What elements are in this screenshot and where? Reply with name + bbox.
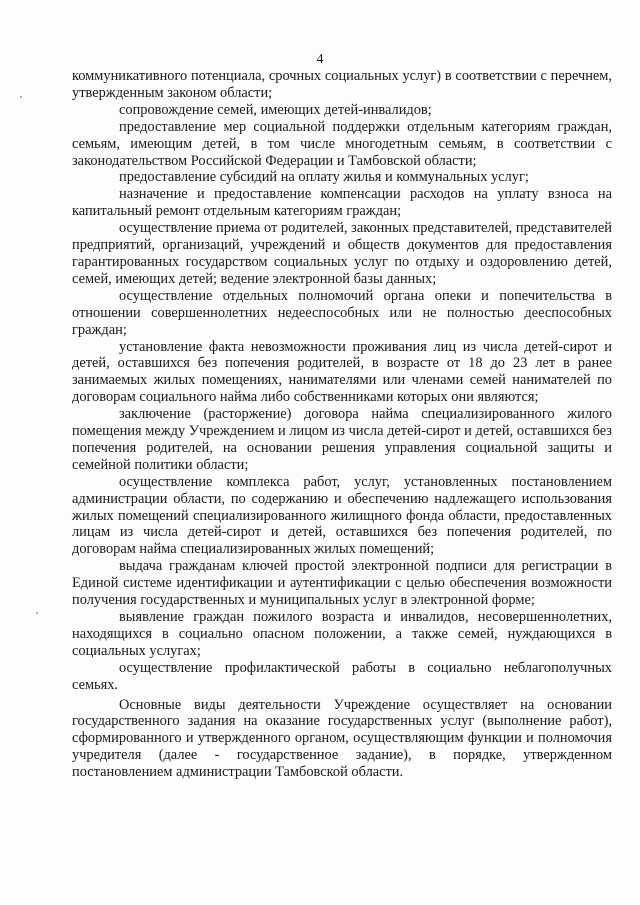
list-item-guardianship: осуществление отдельных полномочий органа опеки и попечительства в отношении совершеннолетних недееспособных или не полностью дееспособных граждан; [72, 287, 612, 338]
list-item-prevention-work: осуществление профилактической работы в социально неблагополучных семьях. [72, 659, 612, 693]
scan-artifact [36, 612, 38, 614]
document-body [72, 68, 612, 781]
list-item-housing-impossibility: установление факта невозможности проживания лиц из числа детей-сирот и детей, оставшихся без попечения родителей, в возрасте от 18 до 23 лет в ранее занимаемых жилых помещениях, нанимателями или членами семей нанимателей по договорам социального найма либо собственниками которых они являются; [72, 338, 612, 406]
list-item-electronic-signature: выдача гражданам ключей простой электронной подписи для регистрации в Единой системе идентификации и аутентификации с целью обеспечения возможности получения государственных и муниципальных услуг в электронной форме; [72, 558, 612, 609]
list-item-social-support-measures: предоставление мер социальной поддержки отдельным категориям граждан, семьям, имеющим детей, в том числе многодетным семьям, в соответствии с законодательством Российской Федерации и Тамбовской области; [72, 118, 612, 169]
scan-artifact [20, 96, 22, 98]
list-item-lease-agreement: заключение (расторжение) договора найма специализированного жилого помещения между Учреждением и лицом из числа детей-сирот и детей, оставшихся без попечения родителей, на основании решения управления социальной защиты и семейной политики области; [72, 406, 612, 473]
paragraph-continuation: коммуникативного потенциала, срочных социальных услуг) в соответствии с перечнем, утвержденным законом области; [72, 68, 612, 101]
paragraph-state-assignment: Основные виды деятельности Учреждение осуществляет на основании государственного задания на оказание государственных услуг (выполнение работ), сформированного и утвержденного органом, осуществляющим функции и полномочия учредителя (далее - государственное задание), в порядке, утвержденном постановлением администрации Тамбовской области. [72, 696, 612, 781]
list-item-housing-subsidies: предоставление субсидий на оплату жилья и коммунальных услуг; [119, 169, 529, 186]
list-item-housing-maintenance: осуществление комплекса работ, услуг, установленных постановлением администрации области, по содержанию и обеспечению надлежащего использования жилых помещений специализированного жилищного фонда области, предоставленных лицам из числа детей-сирот и детей, оставшихся без попечения родителей, по договорам найма специализированных жилых помещений; [72, 473, 612, 558]
page-number: 4 [316, 52, 324, 67]
list-item-family-support: сопровождение семей, имеющих детей-инвалидов; [119, 101, 432, 118]
list-item-identification: выявление граждан пожилого возраста и инвалидов, несовершеннолетних, находящихся в социально опасном положении, а также семей, нуждающихся в социальных услугах; [72, 609, 612, 659]
list-item-document-reception: осуществление приема от родителей, законных представителей, представителей предприятий, организаций, учреждений и обществ документов для предоставления гарантированных государством социальных услуг по отдыху и оздоровлению детей, семей, имеющих детей; ведение электронной базы данных; [72, 220, 612, 287]
list-item-repair-compensation: назначение и предоставление компенсации расходов на уплату взноса на капитальный ремонт отдельным категориям граждан; [72, 186, 612, 220]
